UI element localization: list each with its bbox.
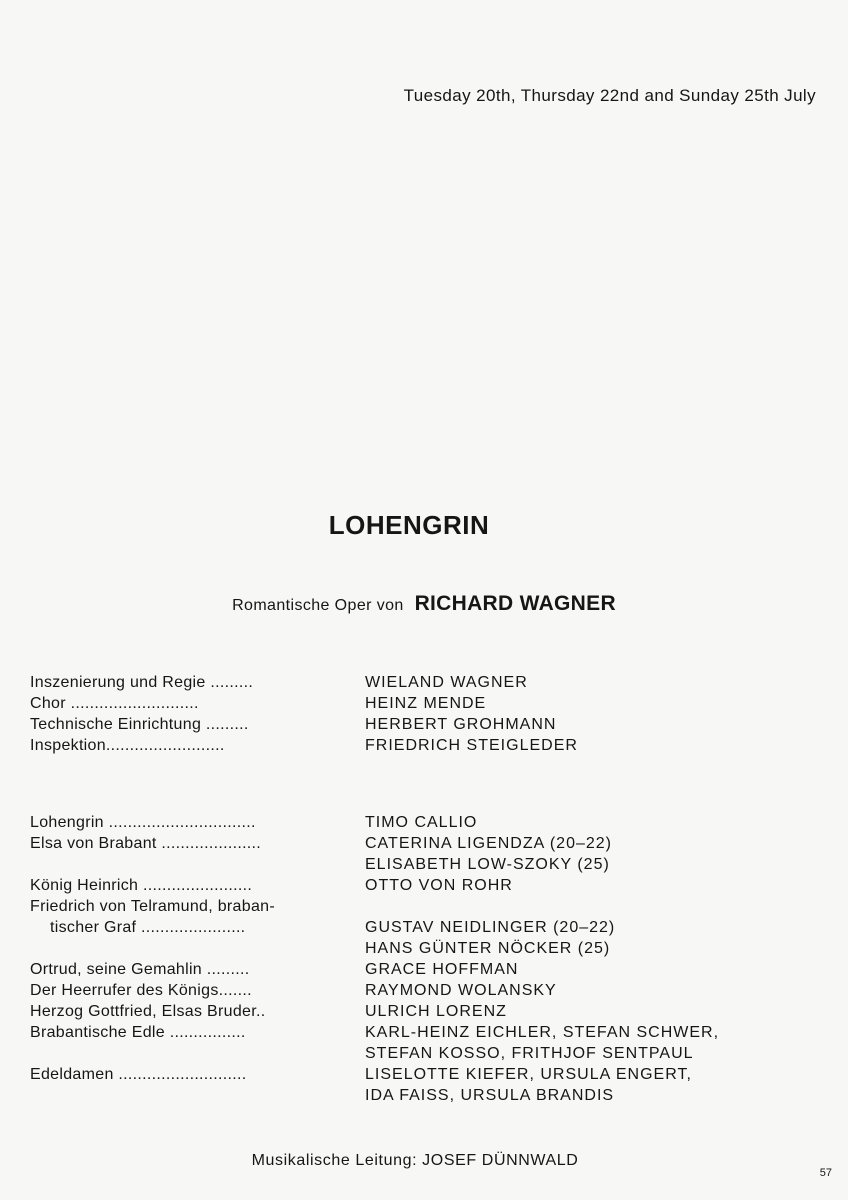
performer-name: CATERINA LIGENDZA (20–22) [365,835,612,852]
performer-name: LISELOTTE KIEFER, URSULA ENGERT, [365,1066,692,1083]
role-label: Chor ........................... [30,695,199,712]
role-label: Brabantische Edle ................ [30,1024,246,1041]
role-label: Lohengrin ............................... [30,814,256,831]
credit-row [30,716,820,737]
cast-row [30,835,820,856]
production-credits [30,674,820,758]
composer-name: RICHARD WAGNER [414,592,616,615]
performer-name: HEINZ MENDE [365,695,487,712]
cast-row [30,961,820,982]
performer-name: ULRICH LORENZ [365,1003,507,1020]
opera-subtitle [0,592,848,616]
cast-row [30,940,820,961]
cast-row [30,1087,820,1108]
performer-name: WIELAND WAGNER [365,674,528,691]
performer-name: ELISABETH LOW-SZOKY (25) [365,856,610,873]
performer-name: HANS GÜNTER NÖCKER (25) [365,940,611,957]
role-label: Elsa von Brabant ..................... [30,835,262,852]
performer-name: KARL-HEINZ EICHLER, STEFAN SCHWER, [365,1024,720,1041]
cast-row [30,1024,820,1045]
opera-title: LOHENGRIN [328,510,490,540]
role-label: tischer Graf ...................... [50,919,246,936]
subtitle-prefix: Romantische Oper von [232,597,404,614]
credit-row [30,674,820,695]
performer-name: GRACE HOFFMAN [365,961,519,978]
role-label: Ortrud, seine Gemahlin ......... [30,961,250,978]
role-label: Der Heerrufer des Königs....... [30,982,252,999]
role-label: Edeldamen ........................... [30,1066,247,1083]
cast-row [30,898,820,919]
cast-row [30,1003,820,1024]
role-label: Technische Einrichtung ......... [30,716,249,733]
conductor-credit: Musikalische Leitung: JOSEF DÜNNWALD [251,1152,579,1169]
performer-name: FRIEDRICH STEIGLEDER [365,737,578,754]
page-number: 57 [819,1167,832,1179]
role-label: Friedrich von Telramund, braban- [30,898,275,915]
role-label: Herzog Gottfried, Elsas Bruder.. [30,1003,266,1020]
performer-name: STEFAN KOSSO, FRITHJOF SENTPAUL [365,1045,694,1062]
cast-row [30,877,820,898]
role-label: Inszenierung und Regie ......... [30,674,254,691]
role-label: Inspektion......................... [30,737,225,754]
role-label: König Heinrich ....................... [30,877,253,894]
performer-name: IDA FAISS, URSULA BRANDIS [365,1087,615,1104]
performer-name: TIMO CALLIO [365,814,478,831]
cast-row [30,919,820,940]
performer-name: OTTO VON ROHR [365,877,513,894]
performance-dates: Tuesday 20th, Thursday 22nd and Sunday 25th July [403,86,816,105]
cast-row [30,814,820,835]
credit-row [30,737,820,758]
cast-row [30,982,820,1003]
cast-row [30,856,820,877]
performer-name: GUSTAV NEIDLINGER (20–22) [365,919,616,936]
performer-name: RAYMOND WOLANSKY [365,982,557,999]
cast-row [30,1066,820,1087]
cast-list [30,814,820,1108]
credit-row [30,695,820,716]
cast-row [30,1045,820,1066]
performer-name: HERBERT GROHMANN [365,716,557,733]
